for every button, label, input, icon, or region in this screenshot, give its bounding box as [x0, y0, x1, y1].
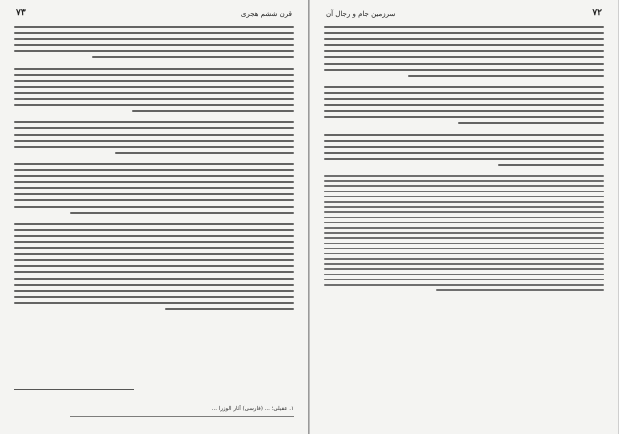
- text-line: [324, 206, 604, 208]
- text-line: [324, 201, 604, 203]
- text-line: [70, 212, 294, 214]
- text-line: [498, 164, 604, 166]
- text-line: [14, 193, 294, 195]
- text-line: [324, 50, 604, 52]
- right-page-number: ۷۲: [592, 8, 602, 18]
- text-line: [324, 263, 604, 265]
- footnote-rule: [14, 389, 134, 390]
- text-line: [14, 253, 294, 255]
- text-line: [14, 229, 294, 231]
- text-line: [324, 92, 604, 94]
- text-line: [14, 241, 294, 243]
- text-line: [132, 110, 294, 112]
- text-line: [115, 152, 294, 154]
- right-running-title: سرزمین جام و رجال آن: [326, 10, 396, 18]
- text-line: [14, 50, 294, 52]
- text-line: [324, 140, 604, 142]
- text-line: [14, 206, 294, 208]
- text-line: [92, 56, 294, 58]
- text-line: [324, 196, 604, 198]
- text-line: [324, 185, 604, 187]
- left-page-body: [14, 26, 294, 404]
- text-line: [14, 26, 294, 28]
- text-line: [324, 152, 604, 154]
- text-line: [324, 227, 604, 229]
- text-line: [14, 140, 294, 142]
- right-page-header: [326, 10, 602, 22]
- text-line: [324, 274, 604, 276]
- text-line: [324, 180, 604, 182]
- text-line: [324, 26, 604, 28]
- text-line: [324, 44, 604, 46]
- text-line: [14, 199, 294, 201]
- text-line: [324, 268, 604, 270]
- text-line: [14, 290, 294, 292]
- text-line: [14, 32, 294, 34]
- text-line: [14, 38, 294, 40]
- text-line: [324, 69, 604, 71]
- text-line: [324, 232, 604, 234]
- text-line: [14, 296, 294, 298]
- text-line: [14, 127, 294, 129]
- text-line: [324, 38, 604, 40]
- text-line: [14, 80, 294, 82]
- text-line: [14, 44, 294, 46]
- text-line: [14, 187, 294, 189]
- right-footnotes-block: [324, 175, 604, 291]
- footnote-text: ۱. عقیلی؛ ... (فارسی) آثار الوزرا ...: [211, 405, 294, 412]
- text-line: [324, 104, 604, 106]
- left-page-header: [16, 10, 292, 22]
- left-page-number: ۷۳: [16, 8, 26, 18]
- text-line: [324, 248, 604, 250]
- text-line: [14, 134, 294, 136]
- text-line: [436, 289, 604, 291]
- text-line: [14, 92, 294, 94]
- text-line: [324, 217, 604, 219]
- text-line: [324, 158, 604, 160]
- text-line: [14, 271, 294, 273]
- text-line: [14, 302, 294, 304]
- text-line: [165, 308, 294, 310]
- text-line: [324, 98, 604, 100]
- text-line: [14, 98, 294, 100]
- text-line: [324, 32, 604, 34]
- text-line: [324, 258, 604, 260]
- text-line: [14, 181, 294, 183]
- text-line: [324, 63, 604, 65]
- text-line: [14, 68, 294, 70]
- text-line: [14, 259, 294, 261]
- text-line: [14, 284, 294, 286]
- text-line: [324, 284, 604, 286]
- text-line: [408, 75, 604, 77]
- text-line: [14, 169, 294, 171]
- left-footnote: [14, 406, 294, 421]
- text-line: [324, 134, 604, 136]
- text-line: [324, 86, 604, 88]
- text-line: [324, 253, 604, 255]
- text-line: [324, 116, 604, 118]
- text-line: [14, 223, 294, 225]
- text-line: [324, 56, 604, 58]
- text-line: [14, 175, 294, 177]
- text-line: [324, 211, 604, 213]
- text-line: [324, 279, 604, 281]
- text-line: [458, 122, 604, 124]
- text-line: [14, 74, 294, 76]
- left-running-title: قرن ششم هجری: [240, 10, 292, 18]
- text-line: [324, 222, 604, 224]
- text-line: [14, 278, 294, 280]
- text-line: [324, 243, 604, 245]
- left-page: [0, 0, 309, 434]
- text-line: [324, 110, 604, 112]
- text-line: [14, 86, 294, 88]
- right-page: [309, 0, 618, 434]
- text-line: [324, 146, 604, 148]
- text-line: [324, 175, 604, 177]
- text-line: [14, 121, 294, 123]
- right-page-body: [324, 26, 604, 410]
- text-line: [14, 235, 294, 237]
- text-line: [14, 247, 294, 249]
- text-line: [14, 163, 294, 165]
- text-line: [14, 146, 294, 148]
- text-line: [14, 265, 294, 267]
- text-line: [324, 237, 604, 239]
- text-line: [324, 191, 604, 193]
- text-line: [14, 104, 294, 106]
